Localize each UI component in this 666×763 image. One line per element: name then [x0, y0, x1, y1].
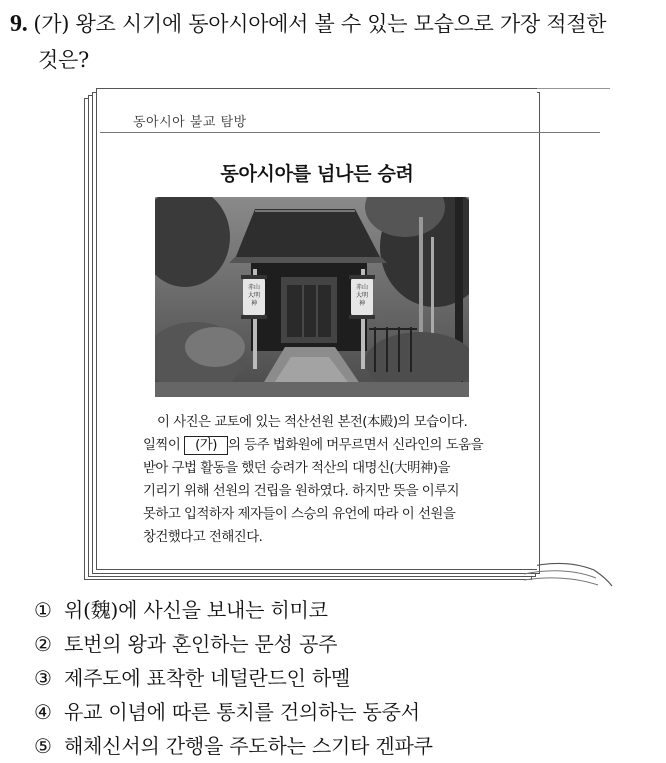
photo-caption: [143, 411, 531, 549]
caption-text: 의 등주 법화원에 머무르면서 신라인의 도움을: [227, 438, 484, 453]
option-mark: ②: [34, 632, 52, 656]
option-text: 위(魏)에 사신을 보내는 히미코: [64, 598, 328, 622]
option-5[interactable]: [34, 729, 654, 763]
caption-line: [143, 434, 531, 457]
option-mark: ①: [34, 598, 52, 622]
option-4[interactable]: [34, 695, 654, 729]
book-illustration: [84, 88, 604, 588]
caption-text: 일찍이: [143, 438, 185, 453]
temple-photo-image: [155, 197, 469, 397]
caption-line: 기리기 위해 선원의 건립을 원하였다. 하지만 뜻을 이루지: [143, 484, 460, 499]
answer-options: [34, 593, 654, 763]
lantern-left-text: 赤山大明神: [247, 284, 261, 307]
option-text: 토번의 왕과 혼인하는 문성 공주: [64, 632, 338, 656]
lantern-right-text: 赤山大明神: [355, 284, 369, 307]
page-curl: [524, 88, 614, 588]
option-mark: ⑤: [34, 734, 52, 758]
book-page: [96, 88, 537, 570]
option-text: 유교 이념에 따른 통치를 건의하는 동중서: [64, 700, 420, 724]
caption-line: 받아 구법 활동을 했던 승려가 적산의 대명신(大明神)을: [143, 461, 450, 476]
temple-photo: [155, 197, 469, 397]
option-2[interactable]: [34, 627, 654, 661]
caption-line: 못하고 입적하자 제자들이 스승의 유언에 따라 이 선원을: [143, 507, 456, 522]
question-stem: [10, 6, 658, 78]
header-rule: [100, 132, 600, 133]
option-3[interactable]: [34, 661, 654, 695]
caption-line: 이 사진은 교토에 있는 적산선원 본전(本殿)의 모습이다.: [157, 415, 468, 430]
option-mark: ③: [34, 666, 52, 690]
question-text-line2: 것은?: [38, 48, 89, 72]
book-title: 동아시아를 넘나든 승려: [220, 163, 414, 185]
option-1[interactable]: [34, 593, 654, 627]
question-text-line1: (가) 왕조 시기에 동아시아에서 볼 수 있는 모습으로 가장 적절한: [33, 12, 607, 36]
question-number: 9.: [10, 11, 28, 37]
option-text: 제주도에 표착한 네덜란드인 하멜: [64, 666, 351, 690]
book-header: 동아시아 불교 탐방: [133, 115, 247, 130]
caption-line: 창건했다고 전해진다.: [143, 530, 263, 545]
option-text: 해체신서의 간행을 주도하는 스기타 겐파쿠: [64, 734, 433, 758]
option-mark: ④: [34, 700, 52, 724]
blank-ga-box: (가): [184, 436, 228, 455]
